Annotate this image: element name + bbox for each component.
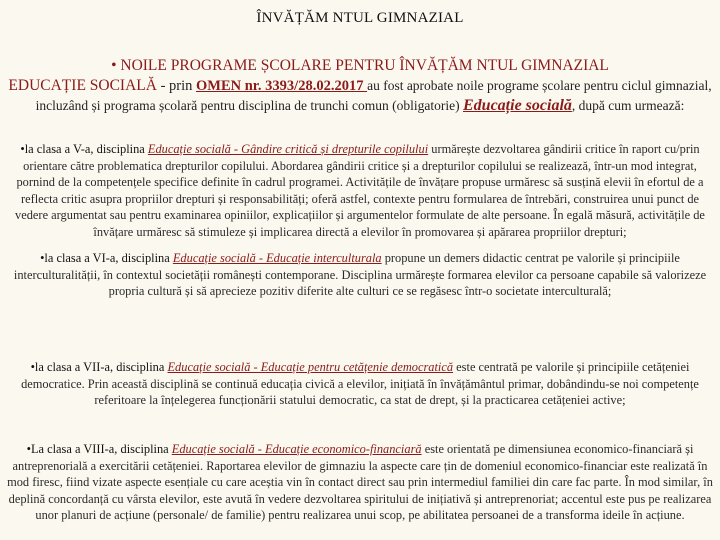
discipline-name: Educație socială <box>463 97 572 114</box>
paragraph-lead: •La clasa a VIII-a, disciplina <box>26 442 172 456</box>
intro-subject: EDUCAȚIE SOCIALĂ <box>8 77 157 94</box>
paragraph-body: este centrată pe valorile și principiile cetățeniei democratice. Prin această disciplină se continuă educația civică a elevilor, inițiată în învățământul primar, dobândindu-se noi competențe referitoare la înțelegerea funcționării statului democratic, ca stat de drept, și la practicarea cetățeniei active; <box>21 360 699 408</box>
paragraph-subject: Educație socială - Educație pentru cetățenie democratică <box>167 360 454 374</box>
paragraph-subject: Educație socială - Gândire critică și drepturile copilului <box>147 142 429 156</box>
intro-tail: , după cum urmează: <box>571 98 685 113</box>
paragraph-grade-5 <box>6 141 714 241</box>
order-reference: OMEN nr. 3393/28.02.2017 <box>196 78 368 94</box>
intro-mid: - prin <box>156 78 197 94</box>
intro-text: au fost aprobate noile programe școlare pentru ciclul gimnazial, incluzând și programa școlară pentru disciplina de trunchi comun (obligatorie) <box>35 78 712 113</box>
paragraph-lead: •la clasa a VII-a, disciplina <box>30 360 168 374</box>
intro-heading: • NOILE PROGRAME ȘCOLARE PENTRU ÎNVĂȚĂM NTUL GIMNAZIAL <box>111 57 609 74</box>
paragraph-body: propune un demers didactic centrat pe valorile și principiile interculturalității, în contextul societății românești contemporane. Disciplina urmărește formarea elevilor ca persoane capabile să valorizeze propria cultură și să aprecieze pozitiv diferite alte culturi ce se regăsesc într-o societate interculturală; <box>13 251 707 299</box>
intro-block <box>8 56 712 116</box>
paragraph-lead: •la clasa a VI-a, disciplina <box>40 251 173 265</box>
paragraph-body: urmărește dezvoltarea gândirii critice în raport cu/prin orientare către problematica drepturilor copilului. Abordarea gândirii critice și a drepturilor copilului se realizează, într-un mod integrat, pornind de la competențele specifice definite în cadrul programei. Activitățile de învățare propuse urmăresc să susțină elevii în efortul de a reflecta critic asupra propriilor drepturi și responsabilități; oferă astfel, contexte pentru formularea de întrebări, construirea unui punct de vedere argumentat sau pentru examinarea opiniilor, explicațiilor și argumentelor formulate de alte persoane. În egală măsură, activitățile de învățare urmăresc să stimuleze și implicarea directă a elevilor în promovarea și apărarea propriilor drepturi; <box>15 142 705 239</box>
paragraph-body: este orientată pe dimensiunea economico-financiară și antreprenorială a exercitării cetățeniei. Raportarea elevilor de gimnaziu la aspecte care țin de domeniul economico-financiar este realizată în mod firesc, fiind vizate aspecte esențiale cu care aceștia vin în contact direct sau prin intermediul familiei din care fac parte. În mod similar, în deplină concordanță cu vârsta elevilor, este avută în vedere dezvoltarea spiritului de inițiativă și antreprenoriat; accentul este pus pe realizarea unor planuri de acțiune (personale/ de familie) pentru realizarea unui scop, pe abilitatea persoanei de a transforma ideile în acțiune. <box>7 442 713 523</box>
paragraph-grade-7 <box>6 359 714 409</box>
paragraph-grade-6 <box>6 250 714 300</box>
paragraph-subject: Educație socială - Educație interculturala <box>172 251 382 265</box>
paragraph-grade-8 <box>6 441 714 524</box>
paragraph-lead: •la clasa a V-a, disciplina <box>20 142 148 156</box>
paragraph-subject: Educație socială - Educație economico-financiară <box>171 442 422 456</box>
slide-title: ÎNVĂȚĂM NTUL GIMNAZIAL <box>256 10 464 26</box>
